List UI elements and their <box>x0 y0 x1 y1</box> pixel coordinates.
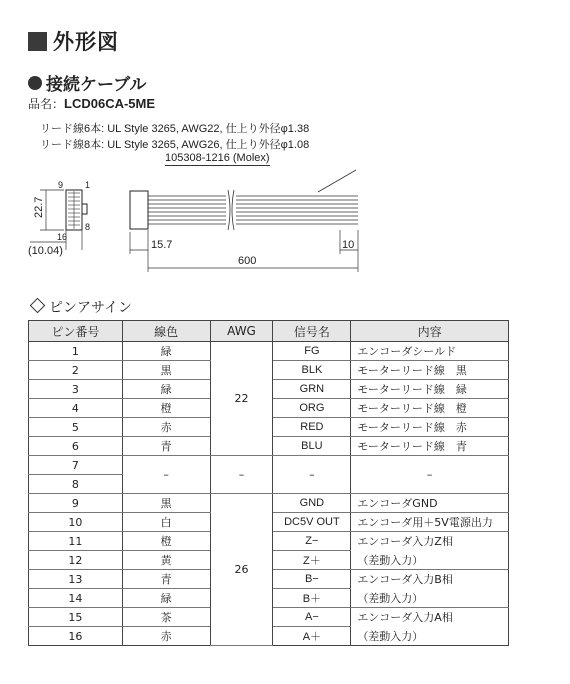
signal-name: B＋ <box>273 589 351 608</box>
description: モーターリード線 青 <box>351 437 509 456</box>
desc-empty: – <box>351 456 509 494</box>
pin-number: 3 <box>29 380 123 399</box>
signal-name: BLK <box>273 361 351 380</box>
wire-color: 黄 <box>122 551 210 570</box>
pinout-title: ピンアサイン <box>49 300 133 316</box>
description-line: （差動入力） <box>351 551 509 570</box>
signal-name: ORG <box>273 399 351 418</box>
pin-number: 10 <box>29 513 123 532</box>
signal-name: Z− <box>273 532 351 551</box>
pinout-table <box>28 320 509 646</box>
description: モーターリード線 黒 <box>351 361 509 380</box>
dim-width: (10.04) <box>28 245 63 257</box>
wire-color: 黒 <box>122 494 210 513</box>
wire-color: 緑 <box>122 380 210 399</box>
description-line: エンコーダ入力Z相 <box>351 532 509 551</box>
signal-name: A＋ <box>273 627 351 646</box>
signal-name: BLU <box>273 437 351 456</box>
connector-side-view <box>66 190 87 230</box>
description: モーターリード線 緑 <box>351 380 509 399</box>
pin-number: 7 <box>29 456 123 475</box>
wire-color: 緑 <box>122 589 210 608</box>
header-signal: 信号名 <box>273 321 351 342</box>
description: エンコーダ用＋5V電源出力 <box>351 513 509 532</box>
pin-number: 8 <box>29 475 123 494</box>
header-desc: 内容 <box>351 321 509 342</box>
signal-name: FG <box>273 342 351 361</box>
pin-number: 1 <box>29 342 123 361</box>
page-title: 外形図 <box>53 30 119 54</box>
table-header-row <box>29 321 509 342</box>
wire-color: 青 <box>122 570 210 589</box>
cable-top-view <box>130 190 358 230</box>
table-row <box>29 456 509 475</box>
pin-number: 16 <box>29 627 123 646</box>
pin-number: 15 <box>29 608 123 627</box>
diamond-bullet-icon <box>30 298 46 314</box>
description: エンコーダシールド <box>351 342 509 361</box>
wire-color: 赤 <box>122 418 210 437</box>
note-6-wires: リード線6本: UL Style 3265, AWG22, 仕上り外径φ1.38 <box>40 123 310 135</box>
description-line: エンコーダ入力B相 <box>351 570 509 589</box>
pin-1-label: 1 <box>85 180 91 190</box>
dim-left: 15.7 <box>151 239 173 251</box>
pin-number: 2 <box>29 361 123 380</box>
description-line: （差動入力） <box>351 589 509 608</box>
wire-color: 赤 <box>122 627 210 646</box>
pin-number: 12 <box>29 551 123 570</box>
wire-color: 茶 <box>122 608 210 627</box>
pin-number: 9 <box>29 494 123 513</box>
table-row <box>29 342 509 361</box>
dim-total: 600 <box>238 255 257 267</box>
pin-number: 11 <box>29 532 123 551</box>
leader-line <box>318 170 356 192</box>
awg-value: 26 <box>210 494 273 646</box>
header-awg: AWG <box>210 321 273 342</box>
wire-color-empty: – <box>122 456 210 494</box>
signal-name: RED <box>273 418 351 437</box>
product-prefix: 品名： <box>28 97 65 111</box>
description: エンコーダGND <box>351 494 509 513</box>
description-line: （差動入力） <box>351 627 509 646</box>
note-8-wires: リード線8本: UL Style 3265, AWG26, 仕上り外径φ1.08 <box>40 139 310 151</box>
wire-color: 青 <box>122 437 210 456</box>
description-line: エンコーダ入力A相 <box>351 608 509 627</box>
dim-height: 22.7 <box>33 196 45 218</box>
description: モーターリード線 赤 <box>351 418 509 437</box>
square-bullet-icon <box>28 32 47 51</box>
table-row <box>29 494 509 513</box>
pin-number: 14 <box>29 589 123 608</box>
signal-empty: – <box>273 456 351 494</box>
wire-color: 橙 <box>122 399 210 418</box>
wire-color: 黒 <box>122 361 210 380</box>
wire-color: 白 <box>122 513 210 532</box>
product-name <box>28 95 155 112</box>
wire-color: 緑 <box>122 342 210 361</box>
signal-name: DC5V OUT <box>273 513 351 532</box>
signal-name: GND <box>273 494 351 513</box>
cable-heading: 接続ケーブル <box>46 75 147 95</box>
section-heading-cable <box>28 70 146 95</box>
pin-number: 6 <box>29 437 123 456</box>
wire-color: 橙 <box>122 532 210 551</box>
pin-number: 5 <box>29 418 123 437</box>
pin-8-label: 8 <box>85 222 91 232</box>
pin-number: 13 <box>29 570 123 589</box>
signal-name: B− <box>273 570 351 589</box>
header-color: 線色 <box>122 321 210 342</box>
signal-name: GRN <box>273 380 351 399</box>
cable-drawing <box>0 160 570 280</box>
signal-name: Z＋ <box>273 551 351 570</box>
awg-value: 22 <box>210 342 273 456</box>
signal-name: A− <box>273 608 351 627</box>
description: モーターリード線 橙 <box>351 399 509 418</box>
section-heading-pinout <box>28 297 132 317</box>
product-code: LCD06CA-5ME <box>64 96 156 111</box>
pin-number: 4 <box>29 399 123 418</box>
awg-empty: – <box>210 456 273 494</box>
page-heading <box>28 24 119 58</box>
circle-bullet-icon <box>28 76 42 90</box>
dim-right: 10 <box>342 239 355 251</box>
header-pin: ピン番号 <box>29 321 123 342</box>
note-connector: 105308-1216 (Molex) <box>165 152 270 164</box>
pin-16-label: 16 <box>57 232 68 242</box>
pin-9-label: 9 <box>58 180 64 190</box>
